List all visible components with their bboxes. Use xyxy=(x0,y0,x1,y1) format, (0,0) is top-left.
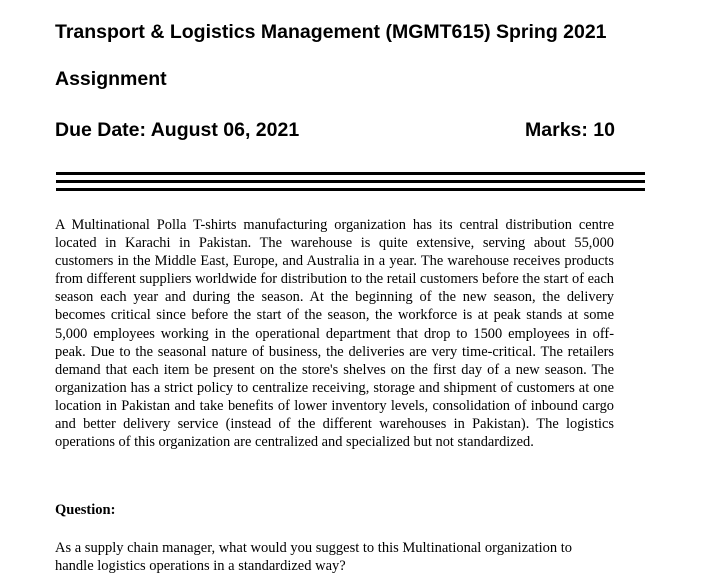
marks: Marks: 10 xyxy=(525,119,615,141)
question-text: As a supply chain manager, what would you suggest to this Multinational organization to handle logistics operations in a standardized way? xyxy=(55,540,573,574)
divider-rule xyxy=(56,188,645,191)
assignment-heading: Assignment xyxy=(55,68,167,90)
due-date: Due Date: August 06, 2021 xyxy=(55,119,300,141)
course-title: Transport & Logistics Management (MGMT615) Spring 2021 xyxy=(55,21,607,43)
divider-rule xyxy=(56,172,645,175)
scenario-paragraph: A Multinational Polla T-shirts manufacturing organization has its central distribution centre located in Karachi in Pakistan. The warehouse is quite extensive, serving about 55,000 customers in the Middle East, Europe, and Australia in a year. The warehouse receives products from different suppliers worldwide for distribution to the retail customers before the start of each season each year and during the season. At the beginning of the new season, the delivery becomes critical since before the start of the season, the workforce is at peak stands at some 5,000 employees working in the operational department that drop to 1500 employees in off-peak. Due to the seasonal nature of business, the deliveries are very time-critical. The retailers demand that each item be present on the store's shelves on the first day of a new season. The organization has a strict policy to centralize receiving, storage and shipment of customers at one location in Pakistan and take benefits of lower inventory levels, consolidation of inbound cargo and better delivery service (instead of the different warehouses in Pakistan). The logistics operations of this organization are centralized and specialized but not standardized. xyxy=(55,217,614,451)
divider-rule xyxy=(56,180,645,183)
question-label: Question: xyxy=(55,502,116,518)
